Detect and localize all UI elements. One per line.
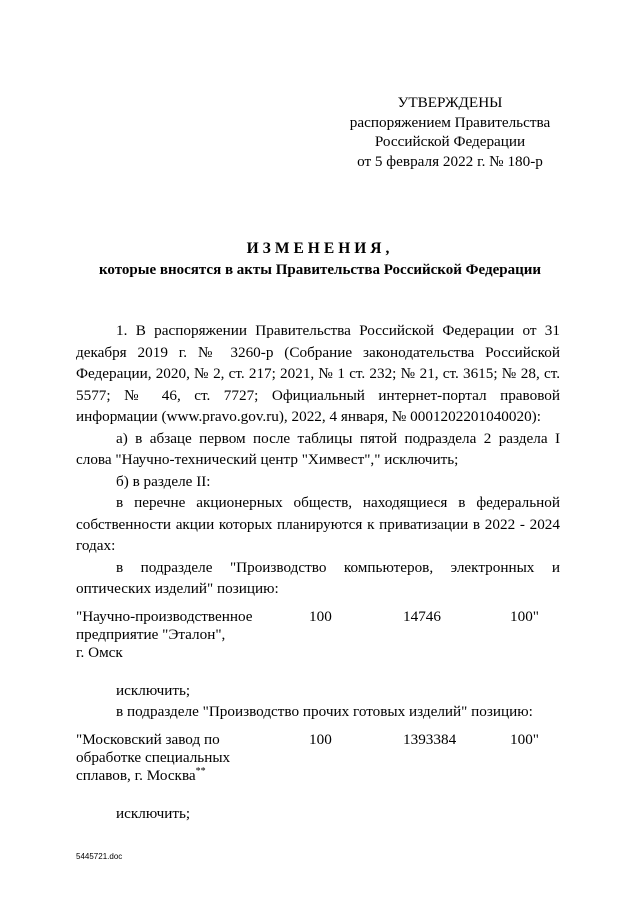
table-row-etalon [76, 608, 560, 662]
row-name-line: обработке специальных [76, 748, 231, 766]
row-value-3: 100" [510, 607, 539, 625]
footnote-mark: ** [195, 765, 206, 777]
document-subtitle: которые вносятся в акты Правительства Российской Федерации [98, 262, 542, 278]
approval-heading: УТВЕРЖДЕНЫ [397, 94, 503, 111]
row-value-1: 100 [309, 730, 332, 748]
row-name-line: предприятие "Эталон", [76, 625, 226, 643]
paragraph-7: в подразделе "Производство прочих готовых изделий" позицию: [116, 703, 533, 720]
paragraph-4: в перечне акционерных обществ, находящиеся в федеральной собственности акции которых планируются к приватизации в 2022 - 2024 годах: [76, 494, 560, 554]
row-value-3: 100" [510, 730, 539, 748]
approval-line-3: Российской Федерации [374, 133, 526, 150]
row-name-line: г. Омск [76, 643, 123, 661]
row-name-text: сплавов, г. Москва [76, 766, 196, 784]
approval-block [320, 93, 580, 171]
row-name-line: "Московский завод по [76, 730, 220, 748]
row-name [76, 731, 266, 785]
paragraph-5: в подразделе "Производство компьютеров, электронных и оптических изделий" позицию: [76, 558, 560, 597]
paragraph-3: б) в разделе II: [116, 472, 211, 490]
paragraph-1: 1. В распоряжении Правительства Российской Федерации от 31 декабря 2019 г. № 3260-р (Собрание законодательства Российской Федерации, 2020, № 2, ст. 217; 2021, № 1 ст. 232; № 21, ст. 3615; № 28, ст. 5577; № 46, ст. 7727; Официальный интернет-портал правовой информации (www.pravo.gov.ru), 2022, 4 января, № 0001202201040020): [76, 322, 560, 425]
row-value-2: 1393384 [403, 730, 457, 748]
row-name [76, 608, 266, 662]
file-name: 5445721.doc [76, 852, 123, 861]
row-name-line: "Научно-производственное [76, 607, 253, 625]
row-name-line [76, 767, 266, 785]
row-value-2: 14746 [403, 607, 441, 625]
paragraph-6: исключить; [116, 681, 191, 699]
row-value-1: 100 [309, 607, 332, 625]
paragraph-2: а) в абзаце первом после таблицы пятой подраздела 2 раздела I слова "Научно-технический центр "Химвест"," исключить; [76, 429, 560, 468]
paragraph-8: исключить; [116, 804, 191, 822]
approval-line-4: от 5 февраля 2022 г. № 180-р [357, 152, 543, 170]
approval-line-2: распоряжением Правительства [349, 113, 551, 131]
document-title: ИЗМЕНЕНИЯ, [246, 240, 394, 257]
table-row-moscow-plant [76, 731, 560, 785]
document-body [76, 320, 560, 824]
